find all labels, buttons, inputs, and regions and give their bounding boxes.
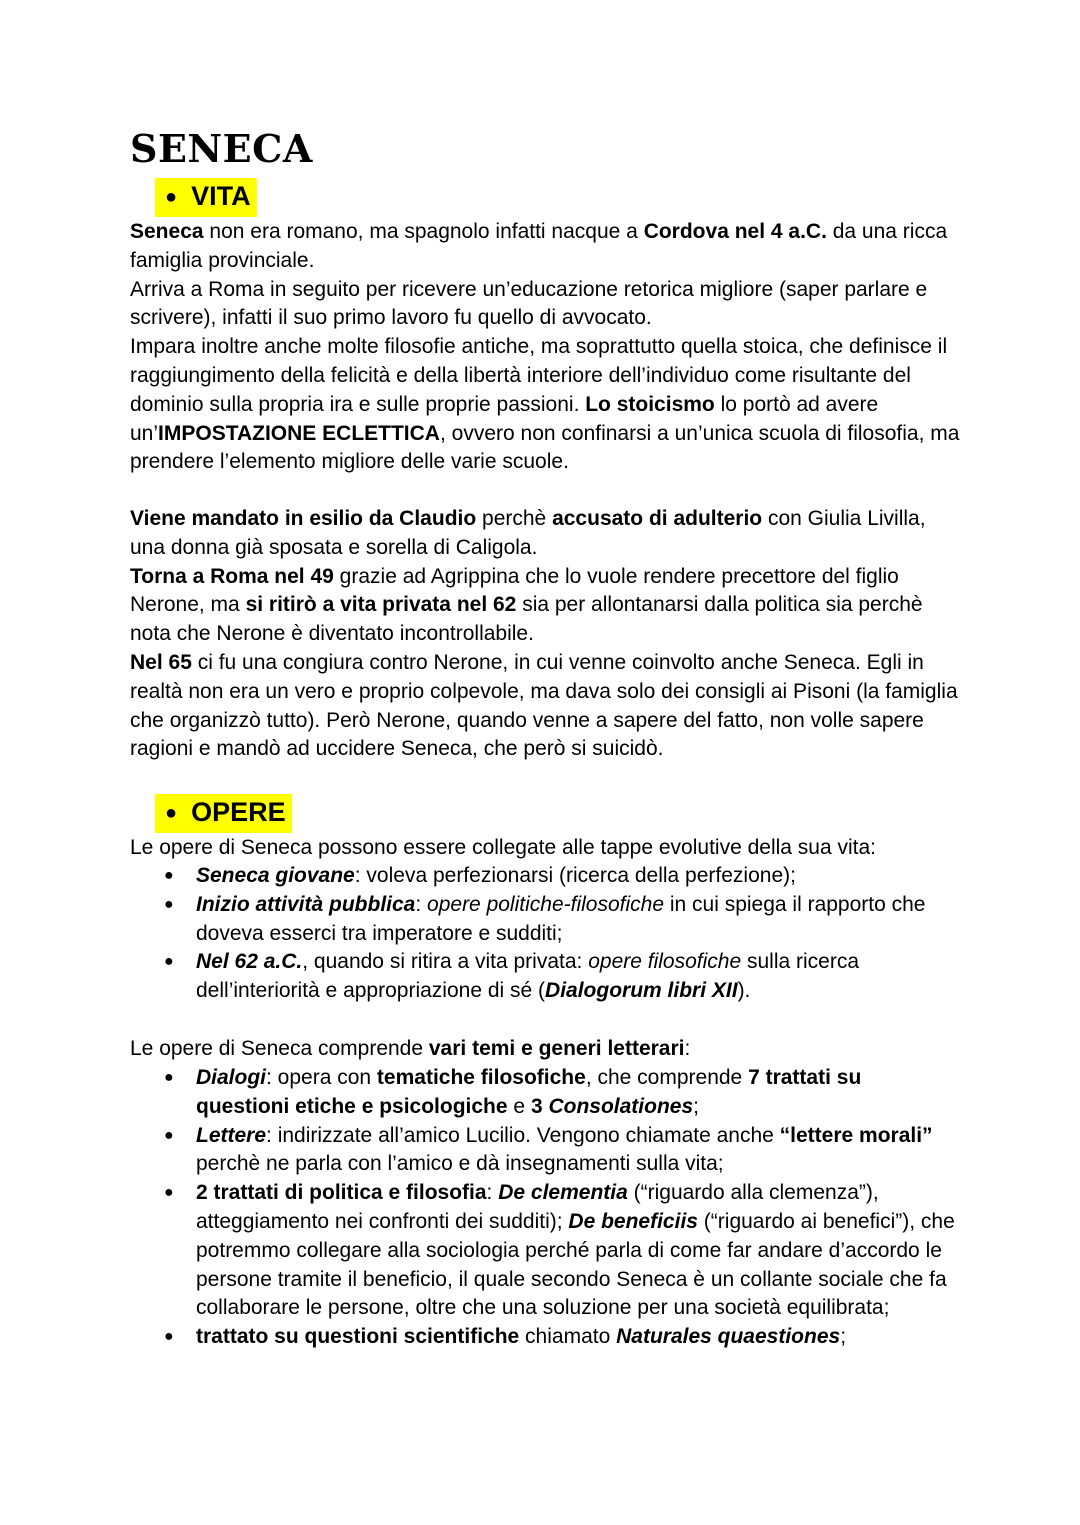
text-span: non era romano, ma spagnolo infatti nacque a [203, 220, 644, 243]
text-span: Dialogi [196, 1066, 267, 1089]
section-heading-opere [155, 794, 292, 833]
text-span: De beneficiis [568, 1209, 698, 1233]
genres-list [130, 1064, 960, 1352]
text-span: Nel 62 a.C. [196, 950, 303, 974]
text-span: in cui spiega il rapporto che doveva esserci tra imperatore e sudditi; [196, 892, 926, 945]
text-span: perchè ne parla con l’amico e dà insegnamenti sulla vita; [196, 1152, 724, 1176]
bullet-icon: ● [165, 186, 178, 208]
list-item [130, 1064, 960, 1122]
stages-list [130, 862, 960, 1006]
text-span: accusato di adulterio [552, 507, 763, 530]
text-span: ci fu una congiura contro Nerone, in cui venne coinvolto anche Seneca. Egli in realtà non era un vero e proprio colpevole, ma dava solo dei consigli ai Pisoni (la famiglia che organizzò tutto). Però Nerone, quando venne a sapere del fatto, non volle sapere ragioni e mandò ad uccidere Seneca, che però si suicidò. [130, 650, 958, 761]
text-span: tematiche filosofiche [376, 1066, 586, 1089]
text-span: Lo stoicismo [585, 392, 715, 416]
text-span: Seneca [130, 220, 204, 243]
text-span: Arriva a Roma in seguito per ricevere un’educazione retorica migliore (saper parlare e scrivere), infatti il suo primo lavoro fu quello di avvocato. [130, 277, 928, 330]
text-span: si ritirò a vita privata nel 62 [245, 593, 517, 617]
text-span: grazie ad Agrippina che lo vuole rendere precettore del figlio Nerone, ma [130, 564, 899, 617]
text-span: : [415, 892, 428, 916]
text-span: lo portò ad avere un’ [130, 392, 879, 445]
text-span: 7 trattati su questioni etiche e psicologiche [196, 1066, 862, 1118]
text-span: da una ricca famiglia provinciale. [130, 220, 948, 272]
text-span: IMPOSTAZIONE ECLETTICA [158, 421, 440, 445]
text-span: sulla ricerca dell’interiorità e appropriazione di sé ( [196, 950, 860, 1003]
text-span: Cordova nel 4 a.C. [643, 220, 827, 243]
text-span: “lettere morali” [779, 1123, 933, 1147]
text-span: opere filosofiche [588, 950, 742, 974]
section-heading-vita [155, 178, 257, 217]
text-span: : [486, 1181, 499, 1205]
list-item [130, 862, 960, 891]
text-span: Dialogorum libri XII [545, 979, 738, 1003]
text-span: Nel 65 [130, 650, 192, 674]
text-span: , che comprende [585, 1066, 749, 1089]
text-span: Naturales quaestiones [616, 1325, 841, 1349]
text-span: Viene mandato in esilio da Claudio [130, 507, 477, 530]
text-span: perchè [476, 507, 553, 530]
text-span: ; [693, 1094, 699, 1118]
text-span: Seneca giovane [196, 864, 355, 887]
text-span: Lettere [196, 1123, 267, 1147]
text-span: opere politiche-filosofiche [427, 892, 664, 916]
text-span: vari temi e generi letterari [428, 1037, 685, 1060]
text-span: De clementia [498, 1181, 628, 1205]
section-heading-label: VITA [191, 181, 251, 211]
text-span: Consolationes [548, 1094, 694, 1118]
list-item [130, 1323, 960, 1352]
text-span: , quando si ritira a vita privata: [302, 950, 589, 974]
text-span: : voleva perfezionarsi (ricerca della perfezione); [354, 864, 796, 887]
genres-intro [130, 1035, 960, 1064]
list-item [130, 948, 960, 1006]
section-heading-label: OPERE [191, 797, 286, 827]
text-span: Torna a Roma nel 49 [130, 564, 334, 588]
text-span: , ovvero non confinarsi a un’unica scuola di filosofia, ma prendere l’elemento migliore delle varie scuole. [130, 421, 960, 474]
text-span: 2 trattati di politica e filosofia [196, 1181, 487, 1205]
text-span: (“riguardo alla clemenza”), atteggiamento nei confronti dei sudditi); [196, 1181, 879, 1233]
vita-paragraph-2 [130, 505, 960, 764]
text-span: sia per allontanarsi dalla politica sia perchè nota che Nerone è diventato incontrollabile. [130, 593, 923, 646]
text-span: : opera con [266, 1066, 377, 1089]
text-span: ). [737, 979, 751, 1003]
text-span: chiamato [519, 1325, 617, 1349]
opere-intro: Le opere di Seneca possono essere collegate alle tappe evolutive della sua vita: [130, 836, 877, 859]
list-item [130, 1179, 960, 1323]
text-span: Impara inoltre anche molte filosofie antiche, ma soprattutto quella stoica, che definisce il raggiungimento della felicità e della libertà interiore dell’individuo come risultante del dominio sulla propria ira e sulle proprie passioni. [130, 335, 948, 416]
vita-paragraph-1 [130, 218, 960, 477]
text-span: e [507, 1094, 531, 1118]
text-span: (“riguardo ai benefici”), che potremmo collegare alla sociologia perché parla di come far andare d’accordo le persone tramite il beneficio, il quale secondo Seneca è un collante sociale che fa collaborare le persone, oltre che una soluzione per una società equilibrata; [196, 1209, 955, 1320]
text-span: con Giulia Livilla, una donna già sposata e sorella di Caligola. [130, 507, 926, 559]
page-title: SENECA [130, 126, 313, 171]
text-span: 3 [530, 1094, 549, 1118]
text-span: trattato su questioni scientifiche [196, 1325, 520, 1349]
bullet-icon: ● [165, 802, 178, 824]
list-item [130, 891, 960, 949]
text-span: : indirizzate all’amico Lucilio. Vengono chiamate anche [266, 1123, 780, 1147]
text-span: : [684, 1037, 691, 1060]
text-span: Le opere di Seneca comprende [130, 1037, 429, 1060]
text-span: Inizio attività pubblica [196, 892, 416, 916]
list-item [130, 1122, 960, 1180]
text-span: ; [840, 1325, 847, 1349]
